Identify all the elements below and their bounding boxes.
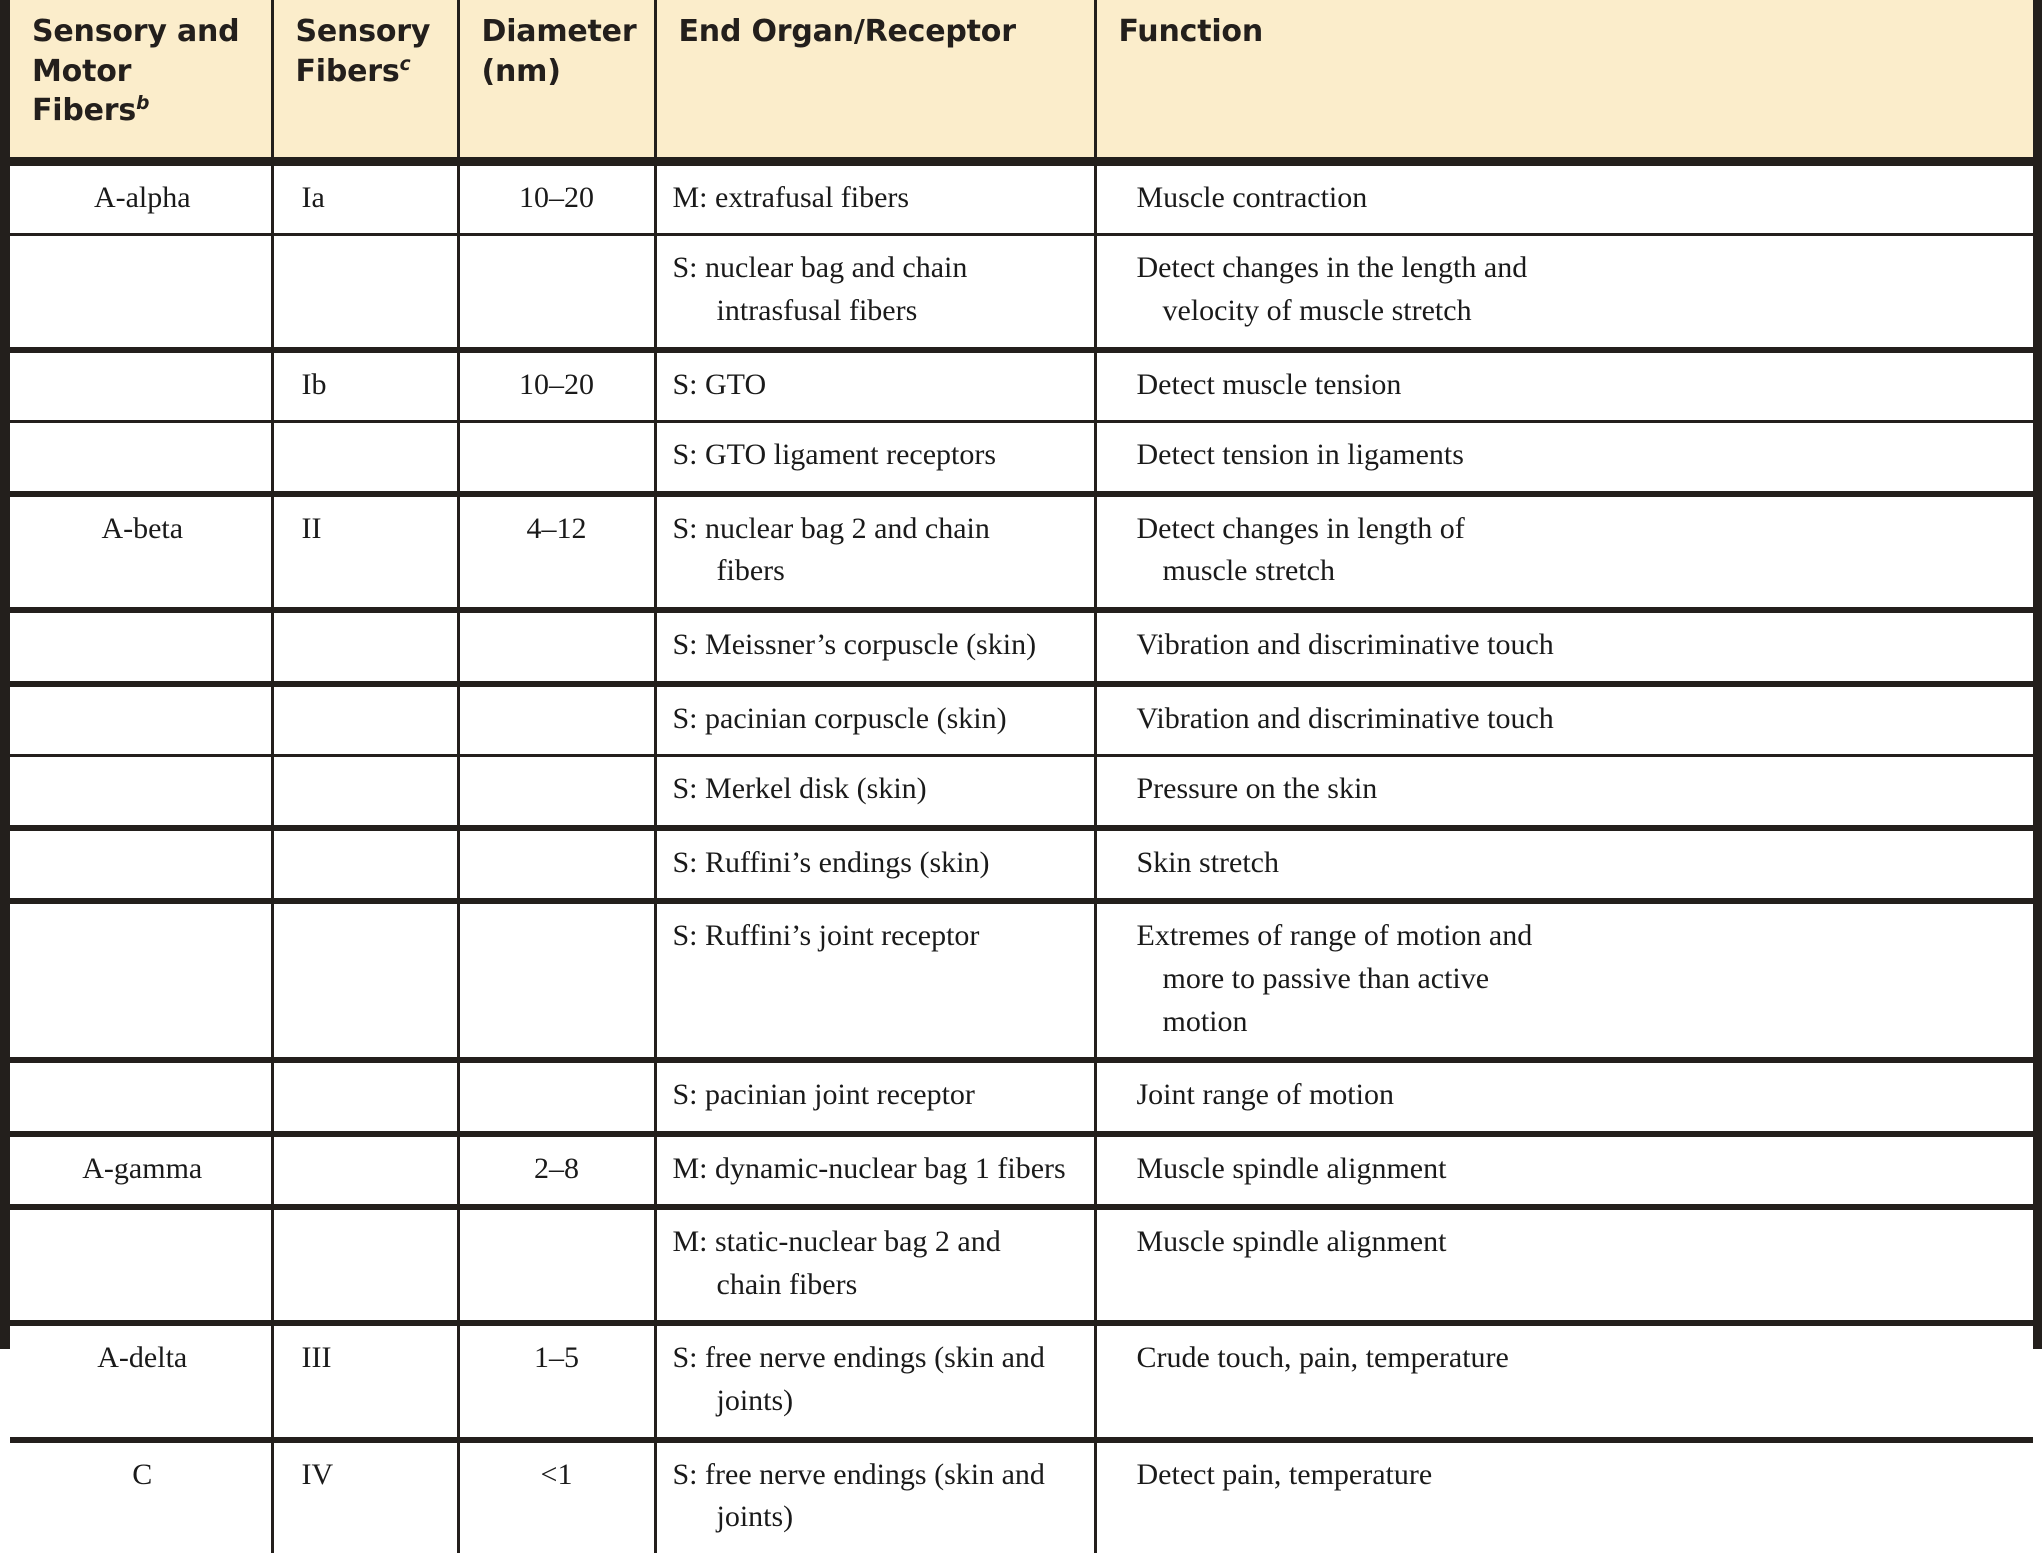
cell-sensory-fiber xyxy=(272,235,458,350)
cell-sensory-fiber xyxy=(272,901,458,1060)
cell-sensory-fiber: Ia xyxy=(272,161,458,235)
cell-sensory-fiber xyxy=(272,1060,458,1134)
cell-line: joints) xyxy=(716,1500,794,1534)
table-row xyxy=(10,610,2033,684)
cell-line: M: dynamic-nuclear bag 1 fibers xyxy=(672,1151,1066,1185)
cell-diameter: 10–20 xyxy=(458,350,655,422)
table-row xyxy=(10,901,2033,1060)
cell-line: velocity of muscle stretch xyxy=(1162,293,1472,327)
cell-end-organ xyxy=(655,1060,1095,1134)
cell-function xyxy=(1095,1207,2033,1323)
cell-line: Detect changes in the length and xyxy=(1136,251,1528,285)
cell-diameter xyxy=(458,422,655,494)
table-row xyxy=(10,828,2033,902)
cell-line: Muscle spindle alignment xyxy=(1136,1151,1447,1185)
cell-line: joints) xyxy=(716,1384,794,1418)
cell-line: S: pacinian corpuscle (skin) xyxy=(672,701,1007,735)
cell-diameter xyxy=(458,1060,655,1134)
cell-fiber-type xyxy=(10,610,272,684)
cell-fiber-type xyxy=(10,684,272,756)
cell-fiber-type xyxy=(10,828,272,902)
cell-fiber-type xyxy=(10,350,272,422)
cell-function xyxy=(1095,494,2033,610)
cell-line: S: free nerve endings (skin and xyxy=(672,1457,1045,1491)
cell-function xyxy=(1095,1323,2033,1439)
cell-sensory-fiber: Ib xyxy=(272,350,458,422)
cell-fiber-type xyxy=(10,1207,272,1323)
header-row xyxy=(10,0,2033,161)
cell-end-organ xyxy=(655,684,1095,756)
cell-diameter: 2–8 xyxy=(458,1134,655,1208)
cell-diameter: <1 xyxy=(458,1440,655,1553)
cell-line: S: Meissner’s corpuscle (skin) xyxy=(672,627,1037,661)
cell-function xyxy=(1095,422,2033,494)
cell-end-organ xyxy=(655,901,1095,1060)
table-header xyxy=(10,0,2033,161)
footnote-marker-b: b xyxy=(136,93,150,115)
table-row xyxy=(10,1323,2033,1439)
cell-diameter xyxy=(458,901,655,1060)
cell-line: Vibration and discriminative touch xyxy=(1136,701,1554,735)
table-row xyxy=(10,1440,2033,1553)
cell-line: Pressure on the skin xyxy=(1136,772,1378,806)
cell-diameter xyxy=(458,828,655,902)
cell-line: chain fibers xyxy=(716,1267,858,1301)
table-row xyxy=(10,350,2033,422)
cell-sensory-fiber xyxy=(272,756,458,828)
cell-line: Detect pain, temperature xyxy=(1136,1457,1433,1491)
table-row xyxy=(10,494,2033,610)
cell-line: muscle stretch xyxy=(1162,554,1335,588)
cell-fiber-type xyxy=(10,756,272,828)
cell-line: Muscle spindle alignment xyxy=(1136,1225,1447,1259)
cell-fiber-type: A-gamma xyxy=(10,1134,272,1208)
table-row xyxy=(10,1060,2033,1134)
cell-line: S: Ruffini’s joint receptor xyxy=(672,919,980,953)
header-line-2: Motor Fibers xyxy=(32,53,137,129)
cell-diameter xyxy=(458,684,655,756)
cell-end-organ xyxy=(655,756,1095,828)
cell-function xyxy=(1095,235,2033,350)
cell-fiber-type: C xyxy=(10,1440,272,1553)
table-row xyxy=(10,1207,2033,1323)
cell-diameter: 4–12 xyxy=(458,494,655,610)
cell-line: S: nuclear bag 2 and chain xyxy=(672,511,990,545)
cell-end-organ xyxy=(655,1440,1095,1553)
cell-end-organ xyxy=(655,161,1095,235)
cell-end-organ xyxy=(655,422,1095,494)
cell-function xyxy=(1095,161,2033,235)
cell-function xyxy=(1095,1060,2033,1134)
header-line-1: Sensory xyxy=(295,14,431,49)
cell-line: S: pacinian joint receptor xyxy=(672,1078,975,1112)
column-header-end-organ-receptor: End Organ/Receptor xyxy=(655,0,1095,161)
cell-sensory-fiber xyxy=(272,684,458,756)
cell-function xyxy=(1095,756,2033,828)
table-row xyxy=(10,161,2033,235)
cell-fiber-type: A-alpha xyxy=(10,161,272,235)
cell-line: Muscle contraction xyxy=(1136,180,1368,214)
cell-fiber-type xyxy=(10,422,272,494)
cell-diameter xyxy=(458,610,655,684)
table-row xyxy=(10,756,2033,828)
cell-function xyxy=(1095,828,2033,902)
header-line-1: Diameter xyxy=(481,14,637,49)
cell-line: M: extrafusal fibers xyxy=(672,180,910,214)
cell-function xyxy=(1095,610,2033,684)
cell-line: S: GTO xyxy=(672,367,767,401)
cell-sensory-fiber: II xyxy=(272,494,458,610)
cell-sensory-fiber xyxy=(272,610,458,684)
cell-line: more to passive than active xyxy=(1162,961,1490,995)
cell-sensory-fiber xyxy=(272,1134,458,1208)
header-line-2: (nm) xyxy=(481,53,561,89)
cell-function xyxy=(1095,684,2033,756)
column-header-sensory-fibers xyxy=(272,0,458,161)
cell-end-organ xyxy=(655,1134,1095,1208)
cell-function xyxy=(1095,350,2033,422)
cell-end-organ xyxy=(655,1323,1095,1439)
cell-function xyxy=(1095,1134,2033,1208)
cell-line: M: static-nuclear bag 2 and xyxy=(672,1225,1001,1259)
cell-line: motion xyxy=(1162,1004,1248,1038)
cell-fiber-type xyxy=(10,1060,272,1134)
cell-line: Skin stretch xyxy=(1136,845,1279,879)
footnote-marker-c: c xyxy=(399,53,411,75)
cell-end-organ xyxy=(655,494,1095,610)
cell-end-organ xyxy=(655,350,1095,422)
cell-line: Joint range of motion xyxy=(1136,1078,1394,1112)
cell-diameter xyxy=(458,235,655,350)
cell-line: Detect changes in length of xyxy=(1136,511,1465,545)
cell-sensory-fiber: IV xyxy=(272,1440,458,1553)
cell-line: Crude touch, pain, temperature xyxy=(1136,1341,1509,1375)
cell-fiber-type xyxy=(10,235,272,350)
cell-line: S: GTO ligament receptors xyxy=(672,438,997,472)
cell-line: S: nuclear bag and chain xyxy=(672,251,968,285)
cell-line: S: Merkel disk (skin) xyxy=(672,772,927,806)
cell-sensory-fiber xyxy=(272,422,458,494)
cell-fiber-type: A-beta xyxy=(10,494,272,610)
nerve-fiber-classification-table xyxy=(10,0,2033,1553)
cell-line: Extremes of range of motion and xyxy=(1136,919,1533,953)
cell-diameter xyxy=(458,756,655,828)
table-row xyxy=(10,1134,2033,1208)
cell-line: S: Ruffini’s endings (skin) xyxy=(672,845,990,879)
cell-end-organ xyxy=(655,1207,1095,1323)
cell-line: fibers xyxy=(716,554,785,588)
table-row xyxy=(10,684,2033,756)
cell-line: intrasfusal fibers xyxy=(716,293,918,327)
table-row xyxy=(10,422,2033,494)
cell-sensory-fiber: III xyxy=(272,1323,458,1439)
header-line-2: Fibers xyxy=(295,53,400,89)
cell-function xyxy=(1095,901,2033,1060)
cell-diameter xyxy=(458,1207,655,1323)
column-header-diameter xyxy=(458,0,655,161)
table-body xyxy=(10,161,2033,1553)
column-header-function: Function xyxy=(1095,0,2033,161)
header-line-1: Sensory and xyxy=(32,14,240,49)
cell-line: Vibration and discriminative touch xyxy=(1136,627,1554,661)
cell-line: Detect muscle tension xyxy=(1136,367,1402,401)
cell-line: Detect tension in ligaments xyxy=(1136,438,1464,472)
cell-end-organ xyxy=(655,610,1095,684)
cell-fiber-type xyxy=(10,901,272,1060)
cell-sensory-fiber xyxy=(272,828,458,902)
cell-sensory-fiber xyxy=(272,1207,458,1323)
cell-diameter: 10–20 xyxy=(458,161,655,235)
cell-end-organ xyxy=(655,235,1095,350)
cell-end-organ xyxy=(655,828,1095,902)
table-row xyxy=(10,235,2033,350)
cell-diameter: 1–5 xyxy=(458,1323,655,1439)
cell-line: S: free nerve endings (skin and xyxy=(672,1341,1045,1375)
column-header-sensory-motor-fibers xyxy=(10,0,272,161)
cell-function xyxy=(1095,1440,2033,1553)
cell-fiber-type: A-delta xyxy=(10,1323,272,1439)
